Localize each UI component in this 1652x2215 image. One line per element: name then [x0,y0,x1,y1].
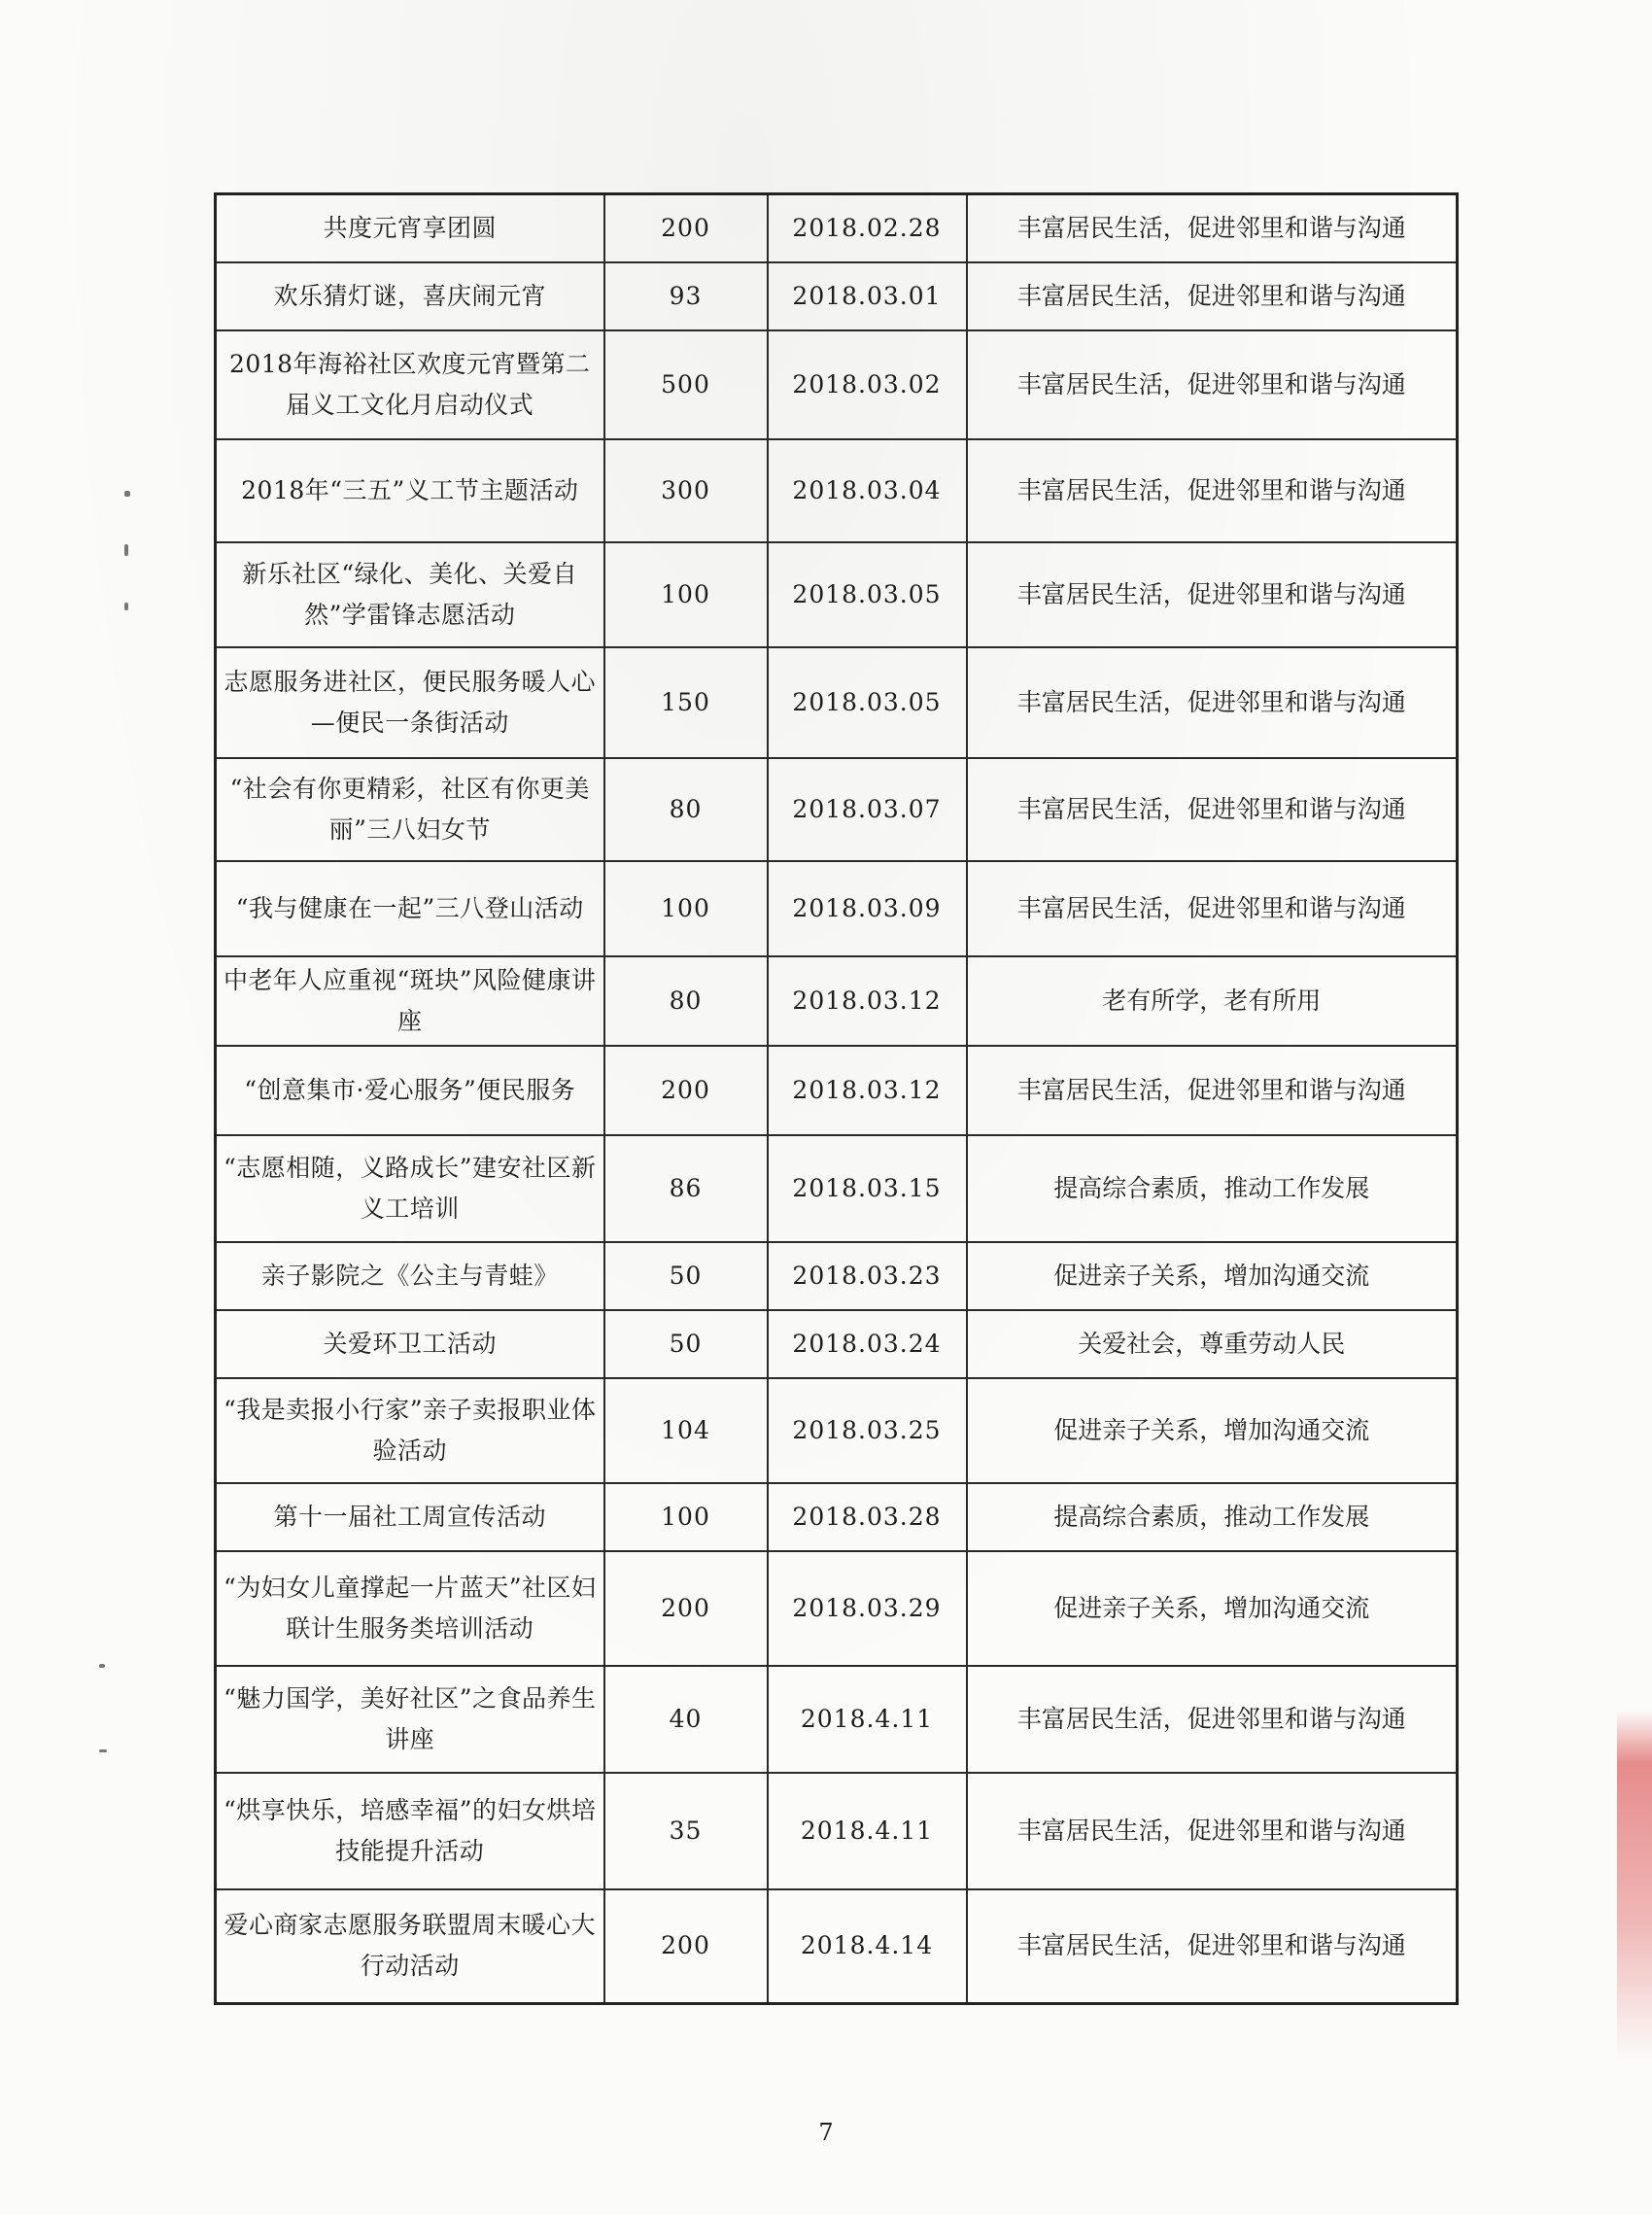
activity-name-cell: “志愿相随，义路成长”建安社区新义工培训 [216,1135,604,1242]
table-row [216,1666,1458,1773]
activity-table [214,192,1459,2005]
activity-effect-cell: 提高综合素质，推动工作发展 [967,1135,1458,1242]
table-body [216,194,1458,2004]
activity-name-cell: 2018年“三五”义工节主题活动 [216,439,604,542]
activity-name-cell: “烘享快乐，培感幸福”的妇女烘培技能提升活动 [216,1773,604,1889]
participant-count-cell: 80 [604,758,768,861]
activity-date-cell: 2018.03.02 [768,330,967,439]
activity-date-cell: 2018.4.14 [768,1889,967,2004]
activity-date-cell: 2018.03.04 [768,439,967,542]
activity-name-cell: 中老年人应重视“斑块”风险健康讲座 [216,956,604,1046]
participant-count-cell: 50 [604,1310,768,1378]
activity-effect-cell: 促进亲子关系，增加沟通交流 [967,1551,1458,1666]
activity-effect-cell: 老有所学，老有所用 [967,956,1458,1046]
activity-date-cell: 2018.03.29 [768,1551,967,1666]
table-row [216,1310,1458,1378]
participant-count-cell: 40 [604,1666,768,1773]
activity-name-cell: “为妇女儿童撑起一片蓝天”社区妇联计生服务类培训活动 [216,1551,604,1666]
activity-effect-cell: 丰富居民生活，促进邻里和谐与沟通 [967,439,1458,542]
participant-count-cell: 50 [604,1242,768,1310]
participant-count-cell: 93 [604,262,768,330]
activity-effect-cell: 提高综合素质，推动工作发展 [967,1483,1458,1551]
activity-date-cell: 2018.03.25 [768,1378,967,1483]
table-row [216,262,1458,330]
participant-count-cell: 200 [604,1046,768,1135]
page-number: 7 [818,2119,834,2146]
activity-date-cell: 2018.03.24 [768,1310,967,1378]
table-row [216,1551,1458,1666]
participant-count-cell: 35 [604,1773,768,1889]
activity-effect-cell: 丰富居民生活，促进邻里和谐与沟通 [967,330,1458,439]
activity-effect-cell: 丰富居民生活，促进邻里和谐与沟通 [967,542,1458,647]
activity-date-cell: 2018.03.12 [768,1046,967,1135]
activity-date-cell: 2018.03.23 [768,1242,967,1310]
table-row [216,194,1458,262]
table-row [216,956,1458,1046]
activity-name-cell: “社会有你更精彩，社区有你更美丽”三八妇女节 [216,758,604,861]
activity-name-cell: 爱心商家志愿服务联盟周末暖心大行动活动 [216,1889,604,2004]
activity-name-cell: “我是卖报小行家”亲子卖报职业体验活动 [216,1378,604,1483]
activity-effect-cell: 促进亲子关系，增加沟通交流 [967,1242,1458,1310]
activity-name-cell: “我与健康在一起”三八登山活动 [216,861,604,956]
participant-count-cell: 300 [604,439,768,542]
activity-name-cell: 关爱环卫工活动 [216,1310,604,1378]
activity-effect-cell: 丰富居民生活，促进邻里和谐与沟通 [967,262,1458,330]
participant-count-cell: 200 [604,1551,768,1666]
activity-effect-cell: 丰富居民生活，促进邻里和谐与沟通 [967,758,1458,861]
activity-effect-cell: 丰富居民生活，促进邻里和谐与沟通 [967,194,1458,262]
scan-mark [124,603,128,610]
participant-count-cell: 150 [604,647,768,758]
table-row [216,542,1458,647]
activity-name-cell: “创意集市·爱心服务”便民服务 [216,1046,604,1135]
participant-count-cell: 100 [604,1483,768,1551]
activity-effect-cell: 关爱社会，尊重劳动人民 [967,1310,1458,1378]
table-row [216,758,1458,861]
table-row [216,330,1458,439]
participant-count-cell: 100 [604,861,768,956]
activity-date-cell: 2018.03.05 [768,542,967,647]
participant-count-cell: 200 [604,1889,768,2004]
scan-mark [124,491,130,497]
scan-mark [124,544,128,556]
table-row [216,1483,1458,1551]
activity-date-cell: 2018.03.28 [768,1483,967,1551]
activity-effect-cell: 丰富居民生活，促进邻里和谐与沟通 [967,1046,1458,1135]
activity-effect-cell: 促进亲子关系，增加沟通交流 [967,1378,1458,1483]
participant-count-cell: 500 [604,330,768,439]
participant-count-cell: 86 [604,1135,768,1242]
activity-date-cell: 2018.02.28 [768,194,967,262]
activity-name-cell: 新乐社区“绿化、美化、关爱自然”学雷锋志愿活动 [216,542,604,647]
activity-name-cell: 2018年海裕社区欢度元宵暨第二届义工文化月启动仪式 [216,330,604,439]
activity-name-cell: “魅力国学，美好社区”之食品养生讲座 [216,1666,604,1773]
table-row [216,861,1458,956]
scan-mark [99,1664,105,1668]
activity-date-cell: 2018.4.11 [768,1666,967,1773]
scan-mark [99,1749,107,1752]
participant-count-cell: 200 [604,194,768,262]
activity-name-cell: 志愿服务进社区，便民服务暖人心—便民一条街活动 [216,647,604,758]
activity-date-cell: 2018.03.07 [768,758,967,861]
activity-date-cell: 2018.03.01 [768,262,967,330]
table-row [216,1046,1458,1135]
activity-effect-cell: 丰富居民生活，促进邻里和谐与沟通 [967,647,1458,758]
activity-date-cell: 2018.03.15 [768,1135,967,1242]
activity-name-cell: 亲子影院之《公主与青蛙》 [216,1242,604,1310]
table-row [216,1135,1458,1242]
activity-effect-cell: 丰富居民生活，促进邻里和谐与沟通 [967,1666,1458,1773]
activity-date-cell: 2018.4.11 [768,1773,967,1889]
activity-date-cell: 2018.03.12 [768,956,967,1046]
participant-count-cell: 100 [604,542,768,647]
table-row [216,1773,1458,1889]
table-row [216,1242,1458,1310]
activity-effect-cell: 丰富居民生活，促进邻里和谐与沟通 [967,1773,1458,1889]
participant-count-cell: 104 [604,1378,768,1483]
activity-name-cell: 第十一届社工周宣传活动 [216,1483,604,1551]
activity-effect-cell: 丰富居民生活，促进邻里和谐与沟通 [967,1889,1458,2004]
activity-name-cell: 共度元宵享团圆 [216,194,604,262]
table-row [216,1378,1458,1483]
activity-effect-cell: 丰富居民生活，促进邻里和谐与沟通 [967,861,1458,956]
table-row [216,647,1458,758]
participant-count-cell: 80 [604,956,768,1046]
activity-name-cell: 欢乐猜灯谜，喜庆闹元宵 [216,262,604,330]
table-row [216,1889,1458,2004]
activity-date-cell: 2018.03.09 [768,861,967,956]
table-row [216,439,1458,542]
activity-date-cell: 2018.03.05 [768,647,967,758]
red-seal-stamp [1617,1711,1652,2060]
